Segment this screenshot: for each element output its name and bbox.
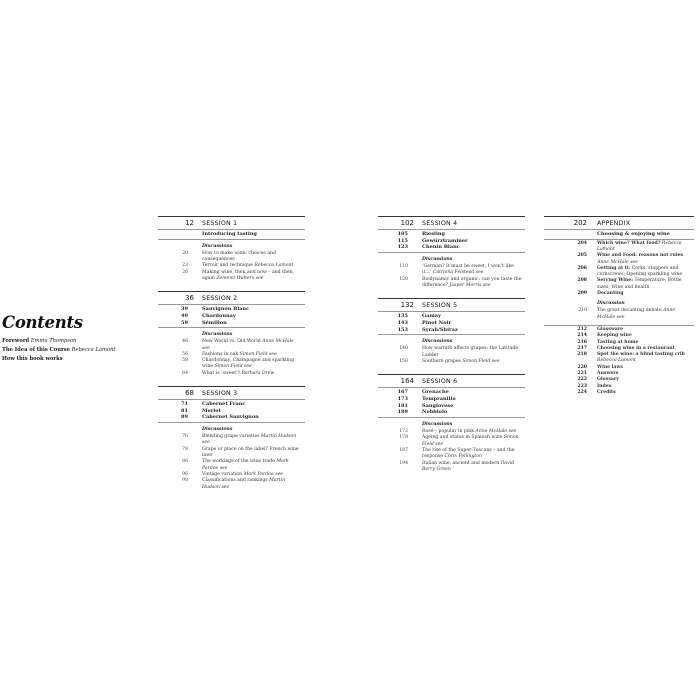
topic-page: 135 bbox=[397, 313, 408, 320]
discussion-entry[interactable] bbox=[158, 371, 305, 377]
appendix-entry[interactable] bbox=[544, 278, 694, 291]
topic-page: 71 bbox=[181, 401, 188, 408]
discussion-entry[interactable] bbox=[378, 359, 525, 365]
appendix-entries-b bbox=[544, 327, 694, 396]
divider bbox=[378, 387, 525, 388]
session-section bbox=[378, 298, 525, 365]
topic-label: Introducing tasting bbox=[202, 231, 257, 237]
entry-text-wrap bbox=[597, 291, 694, 297]
discussion-entry[interactable] bbox=[158, 459, 305, 472]
session-topic-row[interactable] bbox=[378, 313, 525, 320]
session-topic-row[interactable] bbox=[158, 306, 305, 313]
entry-text: The workings of the wine trade bbox=[202, 459, 275, 465]
appendix-entry[interactable] bbox=[544, 241, 694, 254]
entry-page: 212 bbox=[577, 326, 587, 332]
toc-column-1 bbox=[158, 216, 305, 500]
entry-text: Vintage variation bbox=[202, 471, 243, 477]
entry-label: Decanting bbox=[597, 291, 624, 297]
discussion-entry[interactable] bbox=[158, 358, 305, 371]
divider bbox=[378, 417, 525, 418]
appendix-page-number: 202 bbox=[573, 219, 587, 227]
topic-page: 153 bbox=[397, 326, 408, 333]
appendix-header[interactable] bbox=[544, 219, 694, 228]
topic-label: Riesling bbox=[422, 231, 445, 237]
topic-label: Grenache bbox=[422, 389, 449, 396]
session-topic-row[interactable] bbox=[378, 238, 525, 245]
session-page-number: 12 bbox=[185, 219, 194, 227]
front-matter-idea[interactable] bbox=[2, 346, 162, 355]
entry-text-wrap bbox=[202, 371, 302, 377]
session-page-number: 164 bbox=[400, 377, 414, 386]
spacer bbox=[378, 365, 525, 374]
entry-text-wrap bbox=[422, 277, 522, 290]
entry-page: 64 bbox=[182, 370, 188, 376]
discussions-heading: Discussions bbox=[422, 339, 453, 345]
discussion-entry[interactable] bbox=[378, 435, 525, 448]
session-title: SESSION 2 bbox=[202, 295, 238, 303]
entry-page: 172 bbox=[399, 429, 408, 435]
entry-text-wrap bbox=[202, 270, 302, 283]
appendix-section bbox=[544, 216, 694, 396]
divider bbox=[158, 399, 305, 400]
topic-label: Gewürztraminer bbox=[422, 237, 468, 244]
session-title: SESSION 3 bbox=[202, 390, 238, 398]
entry-author: Zememi Walters see bbox=[216, 275, 264, 281]
session-topic-row[interactable] bbox=[158, 231, 305, 238]
front-matter-label: How this book works bbox=[2, 356, 63, 362]
topic-page: 39 bbox=[181, 306, 188, 313]
discussion-entry[interactable] bbox=[158, 270, 305, 283]
session-section bbox=[378, 374, 525, 473]
session-header[interactable] bbox=[378, 377, 525, 386]
entry-author: Anne McHale see bbox=[597, 259, 638, 265]
contents-title: Contents bbox=[2, 313, 83, 332]
topic-label: Pinot Noir bbox=[422, 320, 452, 326]
entry-text: Classifications and rankings bbox=[202, 478, 268, 484]
appendix-subtitle-row bbox=[544, 231, 694, 238]
spacer bbox=[158, 282, 305, 291]
entry-label: Wine and Food: reasons not rules bbox=[597, 253, 684, 259]
entry-page: 26 bbox=[182, 269, 188, 275]
entry-author: Jasper Morris see bbox=[449, 283, 491, 288]
session-section bbox=[158, 386, 305, 491]
entry-text-wrap bbox=[202, 251, 302, 264]
entry-page: 216 bbox=[577, 339, 587, 345]
entry-page: 20 bbox=[182, 250, 188, 256]
session-page-number: 102 bbox=[400, 219, 414, 227]
entry-page: 222 bbox=[577, 377, 587, 383]
entry-text-wrap bbox=[597, 253, 694, 266]
entry-page: 178 bbox=[399, 435, 408, 441]
entry-page: 220 bbox=[577, 364, 587, 370]
entry-label: Keeping wine bbox=[597, 333, 632, 339]
entry-label: Getting at it: bbox=[597, 265, 631, 271]
divider bbox=[544, 239, 694, 240]
session-topic-row[interactable] bbox=[378, 327, 525, 334]
session-topic-row[interactable] bbox=[378, 244, 525, 251]
discussion-entry[interactable] bbox=[378, 277, 525, 290]
appendix-entry[interactable] bbox=[544, 390, 694, 396]
appendix-discussion-entries bbox=[544, 308, 694, 321]
session-section bbox=[378, 216, 525, 289]
entry-page: 58 bbox=[182, 358, 188, 364]
topic-label: Nebbiolo bbox=[422, 409, 448, 416]
topic-label: Chardonnay bbox=[202, 312, 236, 319]
appendix-entry[interactable] bbox=[544, 352, 694, 365]
entry-author: Simon Field see bbox=[239, 351, 277, 357]
spacer bbox=[158, 491, 305, 500]
topic-label: Sauvignon Blanc bbox=[202, 306, 250, 313]
divider bbox=[378, 229, 525, 230]
topic-label: Sémillon bbox=[202, 319, 227, 326]
entry-text-wrap bbox=[202, 459, 302, 472]
front-matter-label: The Idea of this Course bbox=[2, 347, 70, 353]
entry-page: 223 bbox=[577, 383, 587, 389]
entry-text: How to make wine: choices and consequences bbox=[202, 250, 276, 262]
front-matter-label: Foreword bbox=[2, 338, 30, 344]
divider bbox=[378, 334, 525, 335]
topic-page: 123 bbox=[397, 244, 408, 251]
entry-page: 205 bbox=[577, 253, 587, 259]
entry-text: Blending grape varieties bbox=[202, 434, 260, 440]
entry-author: David Berry Green bbox=[422, 460, 515, 472]
entry-page: 23 bbox=[182, 263, 188, 269]
divider bbox=[378, 311, 525, 312]
entry-text: Rosé – popular in pink bbox=[422, 429, 475, 435]
entry-text-wrap bbox=[202, 339, 302, 352]
entry-label: Glassware bbox=[597, 326, 624, 332]
session-header[interactable] bbox=[158, 219, 305, 228]
entry-page: 120 bbox=[399, 276, 408, 282]
topic-label: Cabernet Sauvignon bbox=[202, 414, 259, 421]
entry-page: 214 bbox=[577, 333, 587, 339]
entry-label: Glossary bbox=[597, 377, 619, 383]
topic-page: 167 bbox=[397, 389, 408, 396]
discussion-entry[interactable] bbox=[158, 447, 305, 460]
front-matter-how-it-works[interactable] bbox=[2, 355, 162, 364]
discussions-heading: Discussions bbox=[422, 422, 453, 428]
topic-page: 49 bbox=[181, 312, 188, 319]
front-matter-author: Emma Thompson bbox=[30, 338, 77, 344]
entry-text: Italian wine, ancient and modern bbox=[422, 460, 500, 466]
session-page-number: 68 bbox=[185, 389, 194, 398]
entry-text: Southern grapes bbox=[422, 359, 461, 364]
topic-page: 173 bbox=[397, 396, 408, 402]
topic-label: Chenin Blanc bbox=[422, 244, 460, 251]
entry-label: Choosing wine in a restaurant bbox=[597, 345, 675, 351]
entry-text-wrap bbox=[422, 435, 522, 448]
discussion-entry[interactable] bbox=[158, 434, 305, 447]
discussion-entry[interactable] bbox=[158, 339, 305, 352]
entry-text-wrap bbox=[597, 241, 694, 254]
entry-label: Spot the wine: a blind tasting crib bbox=[597, 352, 685, 358]
entry-text-wrap bbox=[202, 478, 302, 491]
entry-detail: Temperature; Bottle sizes; Wine and health bbox=[597, 278, 682, 290]
topic-label: Syrah/Shiraz bbox=[422, 326, 458, 333]
appendix-column bbox=[544, 216, 694, 396]
session-topic-row[interactable] bbox=[378, 403, 525, 410]
entry-author: Anne McHale see bbox=[475, 429, 517, 435]
entry-page: 204 bbox=[577, 240, 587, 246]
entry-author: Barbara Drew bbox=[241, 370, 275, 376]
entry-text-wrap bbox=[422, 448, 522, 461]
entry-author: Anne McHale see bbox=[202, 339, 294, 351]
entry-page: 210 bbox=[578, 308, 587, 314]
appendix-discussion-entry[interactable] bbox=[544, 308, 694, 321]
session-page-number: 36 bbox=[185, 294, 194, 303]
toc-column-2 bbox=[378, 216, 525, 482]
session-topic-row[interactable] bbox=[378, 389, 525, 396]
entry-text: New World vs. Old World bbox=[202, 339, 261, 345]
session-topic-row[interactable] bbox=[158, 320, 305, 327]
topic-label: Merlot bbox=[202, 407, 221, 414]
topic-page: 59 bbox=[181, 319, 188, 326]
entry-page: 209 bbox=[577, 291, 587, 297]
divider bbox=[158, 327, 305, 328]
entry-page: 150 bbox=[399, 359, 408, 364]
entry-author: Rebecca Lamont bbox=[597, 358, 636, 364]
entry-text-wrap bbox=[202, 358, 302, 371]
appendix-title: APPENDIX bbox=[597, 220, 631, 227]
entry-label: Serving Wine: bbox=[597, 278, 634, 284]
session-topic-row[interactable] bbox=[378, 231, 525, 238]
entry-label: Index bbox=[597, 383, 612, 389]
spacer bbox=[158, 377, 305, 386]
entry-author: Anne McHale see bbox=[597, 308, 676, 320]
entry-text-wrap bbox=[597, 266, 694, 279]
front-matter-foreword[interactable] bbox=[2, 337, 162, 346]
entry-detail: Corks, stoppers and corkscrews; Opening sparkling wine bbox=[597, 265, 683, 278]
entry-page: 194 bbox=[399, 460, 408, 466]
spacer bbox=[378, 473, 525, 482]
entry-text-wrap bbox=[597, 308, 694, 321]
session-page-number: 132 bbox=[400, 301, 414, 310]
session-topic-row[interactable] bbox=[158, 414, 305, 421]
entry-text: Biodynamic and organic: can you taste the difference? bbox=[422, 276, 522, 288]
entry-text-wrap bbox=[422, 264, 522, 277]
entry-text-wrap bbox=[422, 346, 522, 359]
discussion-entry[interactable] bbox=[378, 448, 525, 461]
entry-page: 86 bbox=[182, 459, 188, 465]
discussions-heading: Discussions bbox=[202, 332, 233, 338]
entry-page: 110 bbox=[399, 264, 408, 270]
entry-page: 217 bbox=[577, 345, 587, 351]
entry-page: 221 bbox=[577, 371, 587, 377]
entry-label: Wine laws bbox=[597, 364, 623, 370]
entry-page: 46 bbox=[182, 339, 188, 345]
entry-text: Chardonnay, Champagne and sparkling wine bbox=[202, 358, 294, 370]
entry-text: Terroir and technique bbox=[202, 263, 253, 269]
session-title: SESSION 6 bbox=[422, 378, 458, 386]
appendix-discussion-heading: Discussion bbox=[597, 301, 625, 307]
discussion-entry[interactable] bbox=[378, 346, 525, 359]
appendix-subtitle: Choosing & enjoying wine bbox=[597, 231, 670, 237]
entry-author: Mark Pardoe see bbox=[202, 459, 289, 471]
contents-block bbox=[2, 313, 162, 364]
entry-text-wrap bbox=[597, 278, 694, 291]
entry-page: 56 bbox=[182, 351, 188, 357]
topic-page: 143 bbox=[397, 320, 408, 326]
entry-author: Simon Field see bbox=[422, 435, 519, 447]
divider bbox=[158, 304, 305, 305]
topic-label: Sangiovese bbox=[422, 402, 454, 409]
discussion-entry[interactable] bbox=[158, 251, 305, 264]
entry-label: Answers bbox=[597, 371, 619, 377]
session-header[interactable] bbox=[158, 389, 305, 398]
divider bbox=[158, 239, 305, 240]
discussion-entry[interactable] bbox=[158, 478, 305, 491]
session-section bbox=[158, 291, 305, 377]
entry-text-wrap bbox=[202, 434, 302, 447]
entry-text: Fashions in oak bbox=[202, 351, 239, 357]
topic-page: 181 bbox=[397, 402, 408, 409]
session-topic-row[interactable] bbox=[378, 396, 525, 403]
discussions-heading: Discussions bbox=[202, 427, 233, 433]
topic-label: Tempranillo bbox=[422, 396, 456, 402]
entry-text: The rise of the Super-Tuscans – and the response bbox=[422, 448, 515, 460]
discussion-entry[interactable] bbox=[378, 264, 525, 277]
entry-text: What is ‘sweet’? bbox=[202, 370, 240, 376]
entry-text: Ageing and status in Spanish wine bbox=[422, 435, 503, 441]
session-section bbox=[158, 216, 305, 282]
entry-page: 218 bbox=[577, 352, 587, 358]
spacer bbox=[378, 289, 525, 298]
appendix-entry[interactable] bbox=[544, 253, 694, 266]
entry-text-wrap bbox=[422, 359, 522, 365]
discussions-heading: Discussions bbox=[202, 243, 233, 249]
topic-page: 105 bbox=[397, 231, 408, 237]
entry-page: 76 bbox=[182, 434, 188, 440]
entry-author: Martin Hudson see bbox=[202, 478, 286, 490]
entry-page: 140 bbox=[399, 346, 408, 352]
topic-label: Gamay bbox=[422, 313, 441, 320]
entry-text-wrap bbox=[202, 447, 302, 460]
entry-page: 98 bbox=[182, 478, 188, 484]
divider bbox=[158, 422, 305, 423]
session-topic-row[interactable] bbox=[158, 401, 305, 408]
session-header[interactable] bbox=[158, 294, 305, 303]
entry-author: Simon Field see bbox=[462, 359, 500, 364]
divider bbox=[544, 325, 694, 326]
appendix-entry[interactable] bbox=[544, 291, 694, 297]
session-title: SESSION 4 bbox=[422, 220, 458, 227]
entry-label: Tasting at home bbox=[597, 339, 639, 345]
entry-page: 78 bbox=[182, 446, 188, 452]
topic-page: 115 bbox=[397, 237, 408, 244]
appendix-entries-a bbox=[544, 241, 694, 298]
entry-author: Chris Pollington bbox=[444, 454, 482, 460]
entry-author: Martin Hudson see bbox=[202, 434, 297, 446]
entry-page: 208 bbox=[577, 278, 587, 284]
topic-label: Cabernet Franc bbox=[202, 401, 246, 408]
entry-page: 187 bbox=[399, 448, 408, 453]
entry-text: ‘German? It must be sweet, I won’t like it…’ bbox=[422, 264, 514, 276]
session-topic-row[interactable] bbox=[158, 408, 305, 415]
entry-text: Grape or place on the label? French wine laws bbox=[202, 446, 299, 459]
session-header[interactable] bbox=[378, 219, 525, 228]
session-topic-row[interactable] bbox=[378, 409, 525, 416]
entry-page: 224 bbox=[577, 389, 587, 395]
session-topic-row[interactable] bbox=[158, 313, 305, 320]
divider bbox=[378, 252, 525, 253]
session-title: SESSION 5 bbox=[422, 302, 458, 310]
entry-label: Which wine? What food? bbox=[597, 240, 661, 246]
session-title: SESSION 1 bbox=[202, 220, 238, 227]
entry-page: 206 bbox=[577, 265, 587, 271]
discussion-entry[interactable] bbox=[378, 461, 525, 474]
appendix-entry[interactable] bbox=[544, 266, 694, 279]
entry-author: Rebecca Lamont bbox=[597, 240, 682, 252]
divider bbox=[158, 229, 305, 230]
entry-text-wrap bbox=[422, 461, 522, 474]
entry-author: Simon Field see bbox=[214, 364, 252, 370]
entry-label: Credits bbox=[597, 389, 616, 395]
entry-text: The great decanting debate bbox=[597, 308, 662, 314]
entry-text: How warmth affects grapes: the Latitude Ladder bbox=[422, 346, 519, 358]
entry-author: Rebecca Lamont bbox=[254, 263, 294, 269]
entry-author: Catriona Felstead see bbox=[432, 270, 484, 276]
session-topic-row[interactable] bbox=[378, 320, 525, 327]
divider bbox=[544, 229, 694, 230]
topic-page: 81 bbox=[181, 407, 188, 414]
entry-text-wrap bbox=[597, 352, 694, 365]
entry-text-wrap bbox=[597, 390, 694, 396]
topic-page: 89 bbox=[181, 414, 188, 421]
entry-text: Making wine, then and now – and then, again bbox=[202, 269, 295, 281]
topic-page: 189 bbox=[397, 409, 408, 416]
front-matter-author: Rebecca Lamont bbox=[71, 347, 116, 353]
discussions-heading: Discussions bbox=[422, 257, 453, 263]
entry-author: Mark Pardoe see bbox=[243, 471, 284, 477]
entry-page: 96 bbox=[182, 471, 188, 477]
session-header[interactable] bbox=[378, 301, 525, 310]
